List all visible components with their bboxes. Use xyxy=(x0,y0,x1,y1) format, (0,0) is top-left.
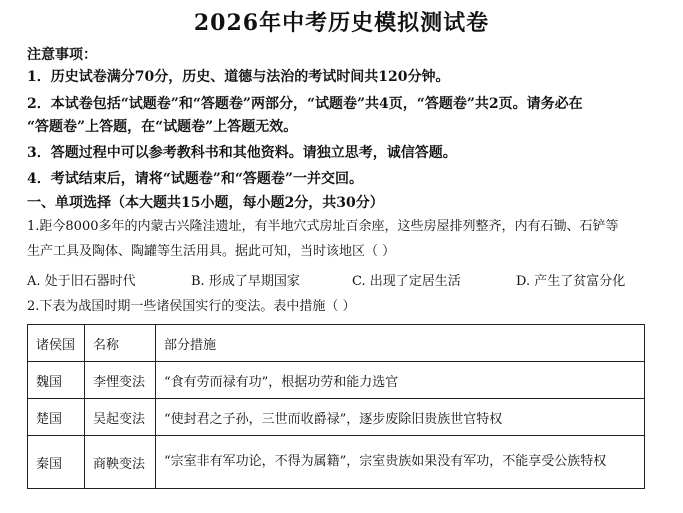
table-header-row xyxy=(28,325,645,362)
option-c[interactable]: C. 出现了定居生活 xyxy=(352,274,461,289)
option-a[interactable]: A. 处于旧石器时代 xyxy=(27,274,136,289)
question-1-stem-line-2: 生产工具及陶体、陶罐等生活用具。据此可知，当时该地区（ ） xyxy=(27,244,396,259)
question-1-stem-line-1: 1.距今8000多年的内蒙古兴隆洼遗址，有半地穴式房址百余座，这些房屋排列整齐，内有石锄、石铲等 xyxy=(27,219,619,234)
cell-state: 秦国 xyxy=(28,436,85,489)
notice-heading: 注意事项： xyxy=(27,47,97,63)
cell-name: 吴起变法 xyxy=(85,399,156,436)
notice-item-2: 2．本试卷包括“试题卷”和“答题卷”两部分，“试题卷”共4页，“答题卷”共2页。请务必在 xyxy=(27,96,583,112)
notice-item-2-continued: “答题卷”上答题，在“试题卷”上答题无效。 xyxy=(27,119,298,135)
cell-name: 商鞅变法 xyxy=(85,436,156,489)
option-b[interactable]: B. 形成了早期国家 xyxy=(191,274,300,289)
reforms-table xyxy=(27,324,645,489)
cell-measure: “使封君之子孙，三世而收爵禄”，逐步废除旧贵族世官特权 xyxy=(156,399,645,436)
header-measures: 部分措施 xyxy=(156,325,645,362)
section-heading: 一、单项选择（本大题共15小题，每小题2分，共30分） xyxy=(27,195,384,211)
cell-measure: “食有劳而禄有功”，根据功劳和能力选官 xyxy=(156,362,645,399)
table-row xyxy=(28,399,645,436)
cell-state: 楚国 xyxy=(28,399,85,436)
header-state: 诸侯国 xyxy=(28,325,85,362)
option-d[interactable]: D. 产生了贫富分化 xyxy=(516,274,626,289)
table-row xyxy=(28,436,645,489)
cell-name: 李悝变法 xyxy=(85,362,156,399)
notice-item-3: 3．答题过程中可以参考教科书和其他资料。请独立思考，诚信答题。 xyxy=(27,145,457,161)
table-row xyxy=(28,362,645,399)
notice-item-4: 4．考试结束后，请将“试题卷”和“答题卷”一并交回。 xyxy=(27,171,363,187)
notice-item-1: 1．历史试卷满分70分，历史、道德与法治的考试时间共120分钟。 xyxy=(27,69,450,85)
question-2-stem: 2.下表为战国时期一些诸侯国实行的变法。表中措施（ ） xyxy=(27,299,356,314)
header-name: 名称 xyxy=(85,325,156,362)
exam-title: 2026年中考历史模拟测试卷 xyxy=(193,10,490,36)
question-1-options xyxy=(27,270,667,292)
cell-state: 魏国 xyxy=(28,362,85,399)
cell-measure: “宗室非有军功论，不得为属籍”，宗室贵族如果没有军功，不能享受公族特权 xyxy=(156,436,645,489)
